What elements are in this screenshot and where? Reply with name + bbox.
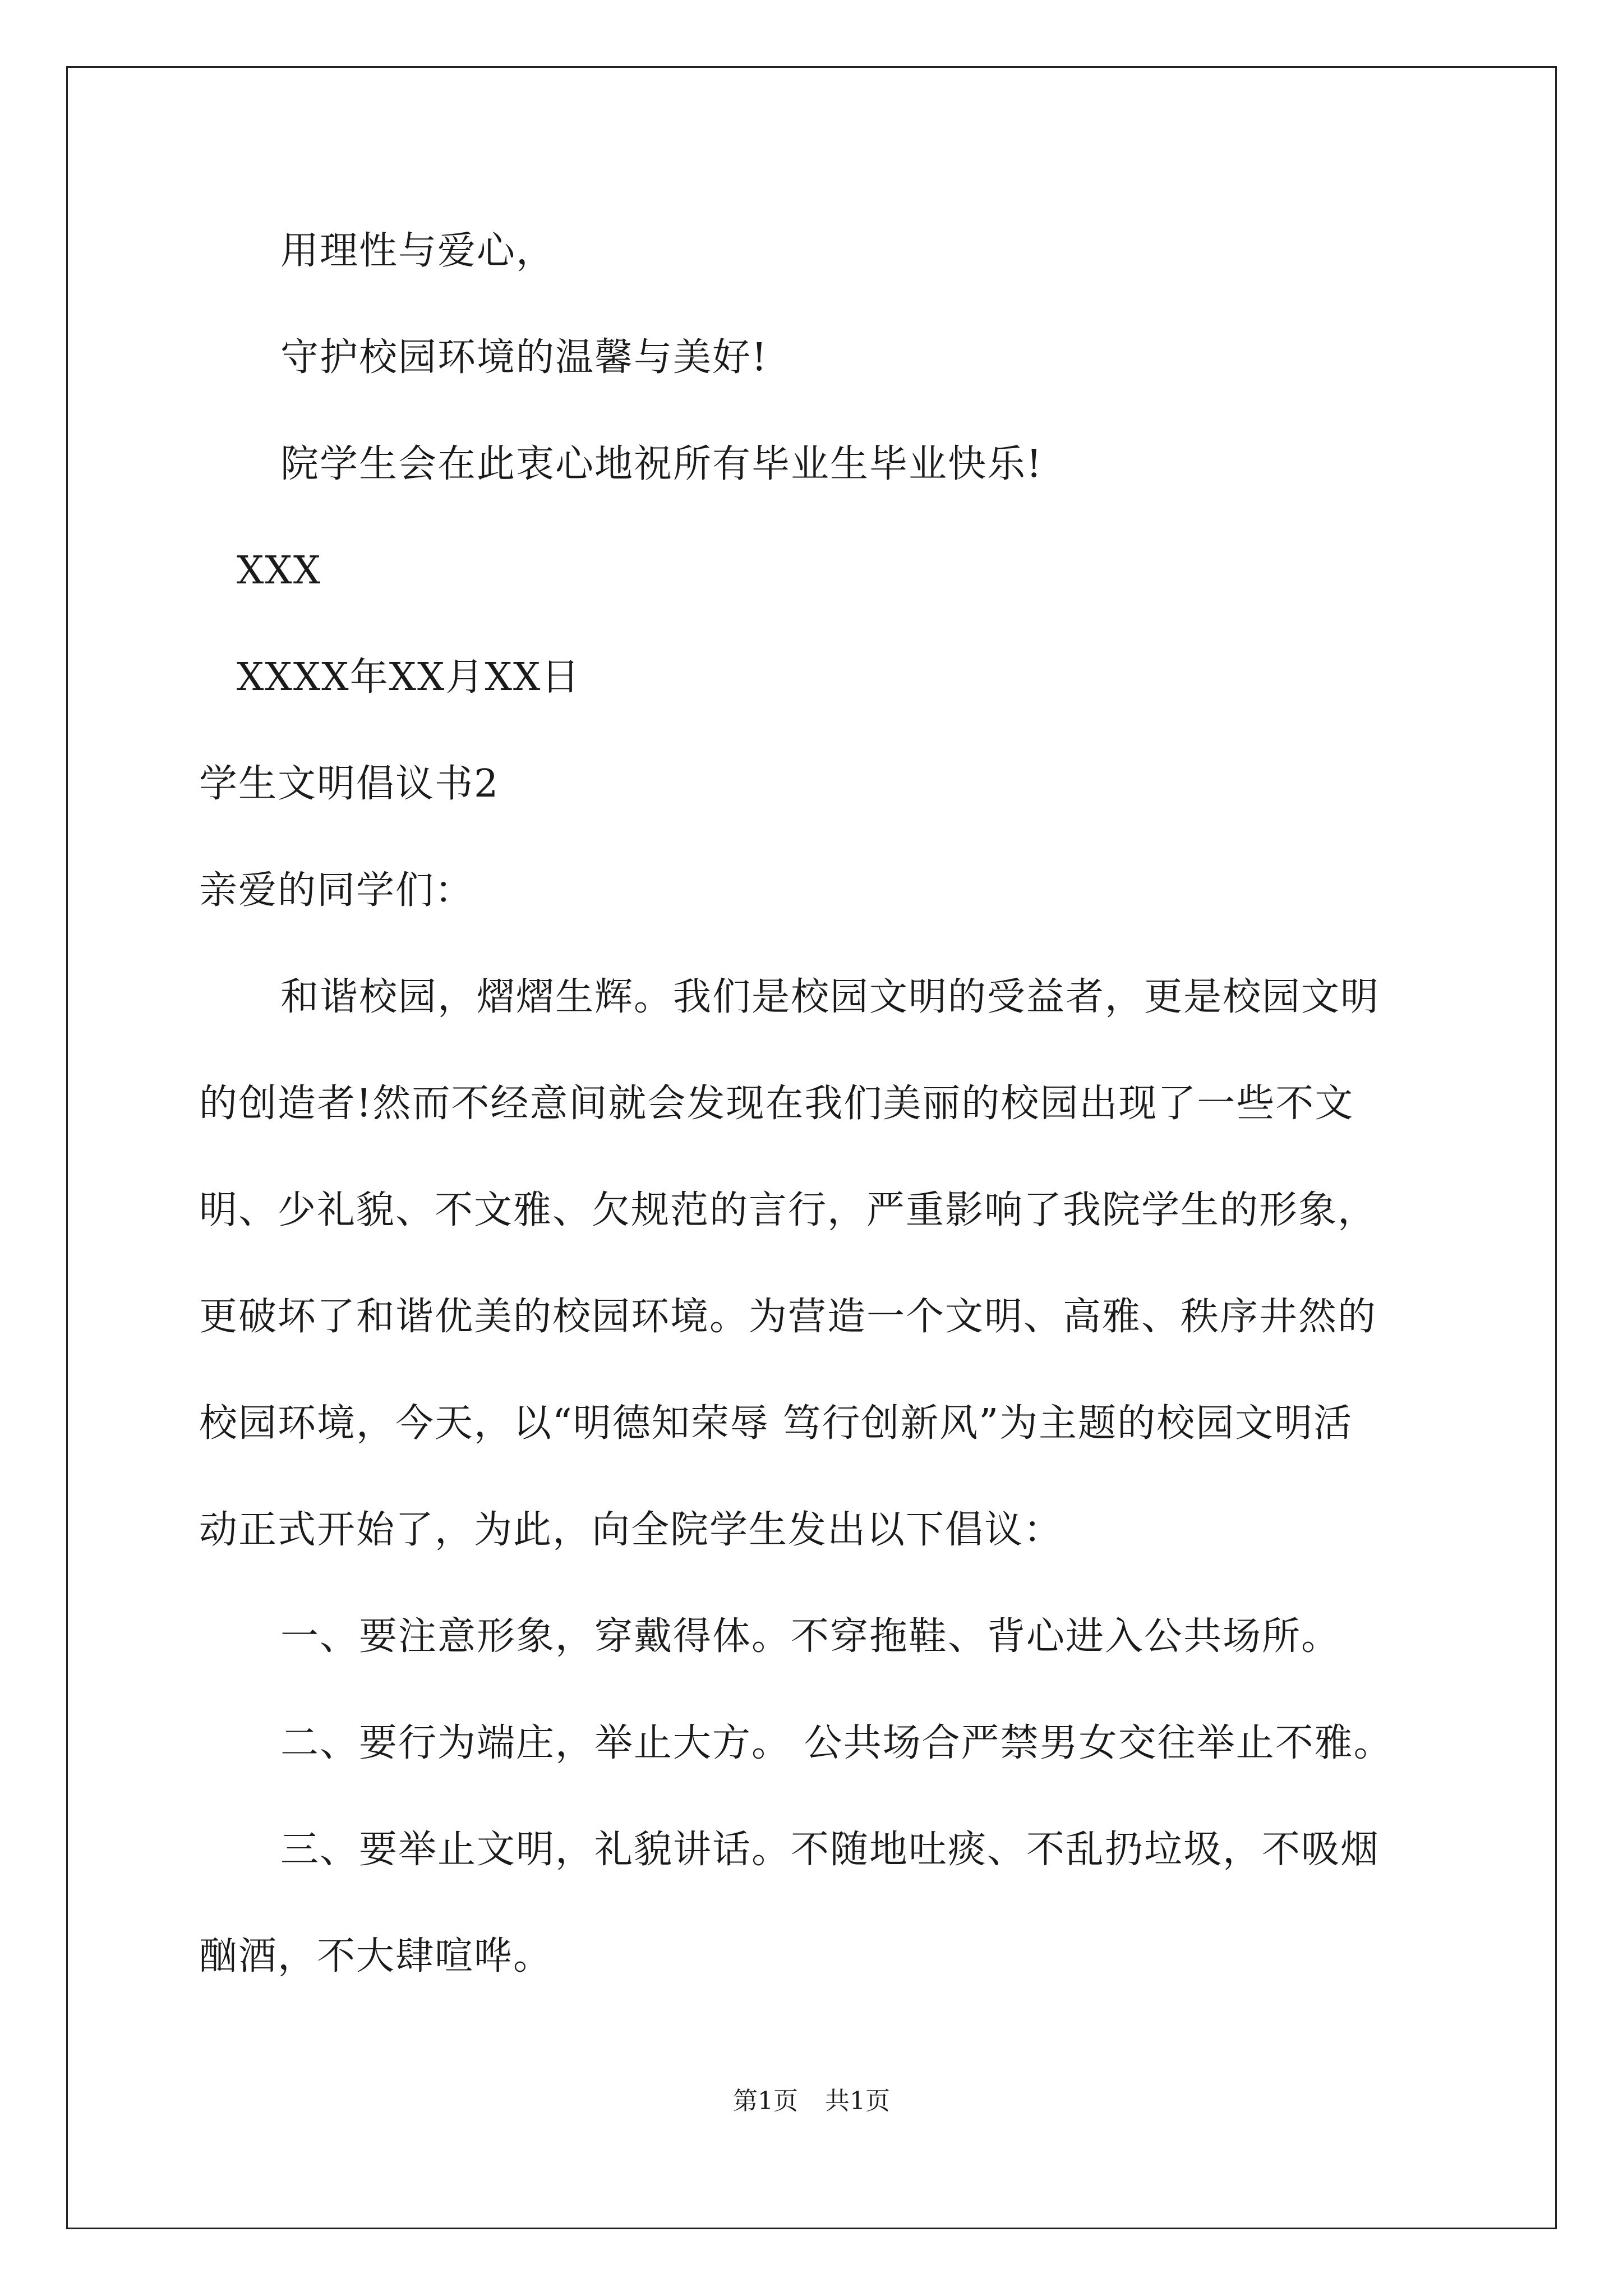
text-line: 明、少礼貌、不文雅、欠规范的言行，严重影响了我院学生的形象， — [199, 1188, 1377, 1232]
text-line: 用理性与爱心， — [280, 229, 556, 273]
salutation: 亲爱的同学们： — [199, 868, 474, 913]
signature-date: XXXX年XX月XX日 — [237, 655, 581, 700]
list-item: 一、要注意形象，穿戴得体。不穿拖鞋、背心进入公共场所。 — [280, 1614, 1341, 1659]
page-footer — [0, 2086, 1623, 2117]
page-total: 共1页 — [825, 2087, 890, 2115]
text-line: 更破坏了和谐优美的校园环境。为营造一个文明、高雅、秩序井然的 — [199, 1295, 1377, 1339]
text-line: 和谐校园，熠熠生辉。我们是校园文明的受益者，更是校园文明 — [280, 975, 1380, 1019]
text-line: 动正式开始了，为此，向全院学生发出以下倡议： — [199, 1508, 1063, 1552]
text-line: 酗酒，不大肆喧哗。 — [199, 1934, 553, 1978]
text-line: 校园环境，今天，以“明德知荣辱 笃行创新风”为主题的校园文明活 — [199, 1401, 1353, 1446]
page-number: 第1页 — [733, 2087, 798, 2115]
section-title: 学生文明倡议书2 — [199, 762, 500, 806]
list-item: 二、要行为端庄，举止大方。 公共场合严禁男女交往举止不雅。 — [280, 1721, 1393, 1765]
list-item: 三、要举止文明，礼貌讲话。不随地吐痰、不乱扔垃圾，不吸烟 — [280, 1828, 1380, 1872]
text-line: 院学生会在此衷心地祝所有毕业生毕业快乐! — [280, 442, 1043, 486]
text-line: 守护校园环境的温馨与美好! — [280, 335, 768, 380]
text-line: 的创造者!然而不经意间就会发现在我们美丽的校园出现了一些不文 — [199, 1082, 1354, 1126]
signature-name: XXX — [237, 549, 322, 593]
page-border — [66, 66, 1557, 2229]
